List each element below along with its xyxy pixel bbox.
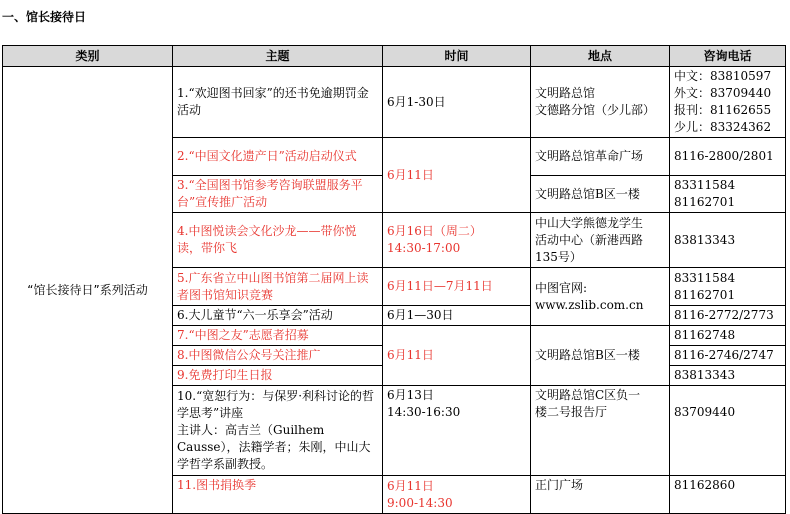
location-1a: 文明路总馆: [535, 86, 596, 100]
phone-cell: [670, 326, 786, 346]
location-4b: 活动中心（新港西路: [535, 232, 644, 247]
time-7-9: 6月11日: [387, 348, 434, 362]
topic-3: 3.“全国图书馆参考咨询联盟服务平台”宣传推广活动: [177, 178, 363, 209]
col-header-phone: 咨询电话: [670, 46, 786, 67]
phone-2: 8116-2800/2801: [674, 149, 774, 163]
time-cell: [383, 213, 531, 268]
category-cell: “馆长接待日”系列活动: [3, 67, 173, 514]
col-header-topic: 主题: [173, 46, 383, 67]
phone-11: 81162860: [674, 478, 736, 492]
topic-4: 4.中图悦读会文化沙龙——带你悦读，带你飞: [177, 224, 357, 255]
time-11a: 6月11日: [387, 478, 434, 493]
time-5: 6月11日—7月11日: [387, 279, 493, 293]
topic-6: 6.大儿童节“六一乐享会”活动: [177, 308, 333, 322]
time-10b: 14:30-16:30: [387, 405, 461, 419]
phone-cell: [670, 346, 786, 366]
time-cell: [383, 386, 531, 476]
location-cell: [531, 268, 670, 326]
location-2: 文明路总馆革命广场: [535, 149, 644, 163]
phone-5a: 83311584: [674, 270, 736, 285]
topic-9: 9.免费打印生日报: [177, 368, 273, 382]
topic-cell: [173, 346, 383, 366]
location-5-6b: www.zslib.com.cn: [535, 297, 644, 312]
location-cell: [531, 67, 670, 138]
location-10a: 文明路总馆C区负一: [535, 388, 641, 402]
location-cell: [531, 476, 670, 514]
phone-cell: [670, 366, 786, 386]
location-10b: 楼二号报告厅: [535, 405, 608, 419]
topic-cell: [173, 386, 383, 476]
topic-11: 11.图书捐换季: [177, 478, 257, 492]
time-cell: [383, 326, 531, 386]
topic-7: 7.“中图之友”志愿者招募: [177, 328, 309, 342]
table-header-row: [3, 46, 786, 67]
location-cell: [531, 138, 670, 176]
topic-2: 2.“中国文化遗产日”活动启动仪式: [177, 149, 357, 163]
phone-cell: [670, 138, 786, 176]
phone-3a: 83311584: [674, 178, 736, 192]
phone-1c: 报刊：81162655: [674, 103, 772, 117]
topic-cell: [173, 213, 383, 268]
location-1b: 文德路分馆（少儿部）: [535, 103, 656, 117]
topic-cell: [173, 67, 383, 138]
time-4b: 14:30-17:00: [387, 241, 461, 255]
time-6: 6月1—30日: [387, 308, 454, 322]
phone-8: 8116-2746/2747: [674, 348, 774, 362]
phone-cell: [670, 176, 786, 213]
time-2-3: 6月11日: [387, 167, 434, 182]
phone-5b: 81162701: [674, 287, 736, 302]
topic-8: 8.中图微信公众号关注推广: [177, 348, 321, 362]
phone-6: 8116-2772/2773: [674, 308, 774, 322]
phone-3b: 81162701: [674, 195, 736, 209]
phone-cell: [670, 213, 786, 268]
phone-1b: 外文：83709440: [674, 86, 772, 100]
location-5-6a: 中图官网:: [535, 280, 588, 295]
phone-cell: [670, 386, 786, 476]
topic-cell: [173, 366, 383, 386]
time-10a: 6月13日: [387, 388, 434, 402]
location-cell: [531, 386, 670, 476]
phone-7: 81162748: [674, 328, 736, 342]
phone-cell: [670, 268, 786, 306]
phone-cell: [670, 67, 786, 138]
topic-10: 10.“宽恕行为：与保罗·利科讨论的哲学思考”讲座: [177, 389, 375, 420]
location-11: 正门广场: [535, 478, 584, 492]
col-header-time: 时间: [383, 46, 531, 67]
location-4a: 中山大学熊德龙学生: [535, 215, 644, 230]
time-4a: 6月16日（周二）: [387, 224, 482, 238]
location-7-9: 文明路总馆B区一楼: [535, 348, 640, 362]
time-1: 6月1-30日: [387, 94, 446, 109]
time-cell: [383, 67, 531, 138]
col-header-category: 类别: [3, 46, 173, 67]
location-cell: [531, 326, 670, 386]
col-header-location: 地点: [531, 46, 670, 67]
topic-cell: [173, 326, 383, 346]
phone-1a: 中文：83810597: [674, 69, 772, 83]
topic-cell: [173, 138, 383, 176]
location-3: 文明路总馆B区一楼: [535, 186, 640, 201]
table-row: [3, 67, 786, 138]
time-cell: [383, 306, 531, 326]
topic-cell: [173, 268, 383, 306]
phone-10: 83709440: [674, 405, 736, 419]
topic-5: 5.广东省立中山图书馆第二届网上读者图书馆知识竞赛: [177, 270, 369, 302]
time-11b: 9:00-14:30: [387, 495, 453, 510]
phone-cell: [670, 476, 786, 514]
time-cell: [383, 476, 531, 514]
topic-1: 1.“欢迎图书回家”的还书免逾期罚金活动: [177, 86, 369, 117]
location-cell: [531, 176, 670, 213]
time-cell: [383, 268, 531, 306]
location-cell: [531, 213, 670, 268]
section-heading: 一、馆长接待日: [2, 10, 87, 24]
phone-9: 83813343: [674, 368, 736, 382]
event-schedule-table: [2, 45, 786, 514]
phone-cell: [670, 306, 786, 326]
phone-4: 83813343: [674, 232, 736, 247]
topic-cell: [173, 476, 383, 514]
topic-10-speakers: 主讲人：高吉兰（Guilhem Causse），法籍学者；朱刚，中山大学哲学系副教授。: [177, 423, 371, 471]
topic-cell: [173, 306, 383, 326]
phone-1d: 少儿：83324362: [674, 120, 772, 134]
topic-cell: [173, 176, 383, 213]
time-cell: [383, 138, 531, 213]
location-4c: 135号）: [535, 249, 582, 264]
